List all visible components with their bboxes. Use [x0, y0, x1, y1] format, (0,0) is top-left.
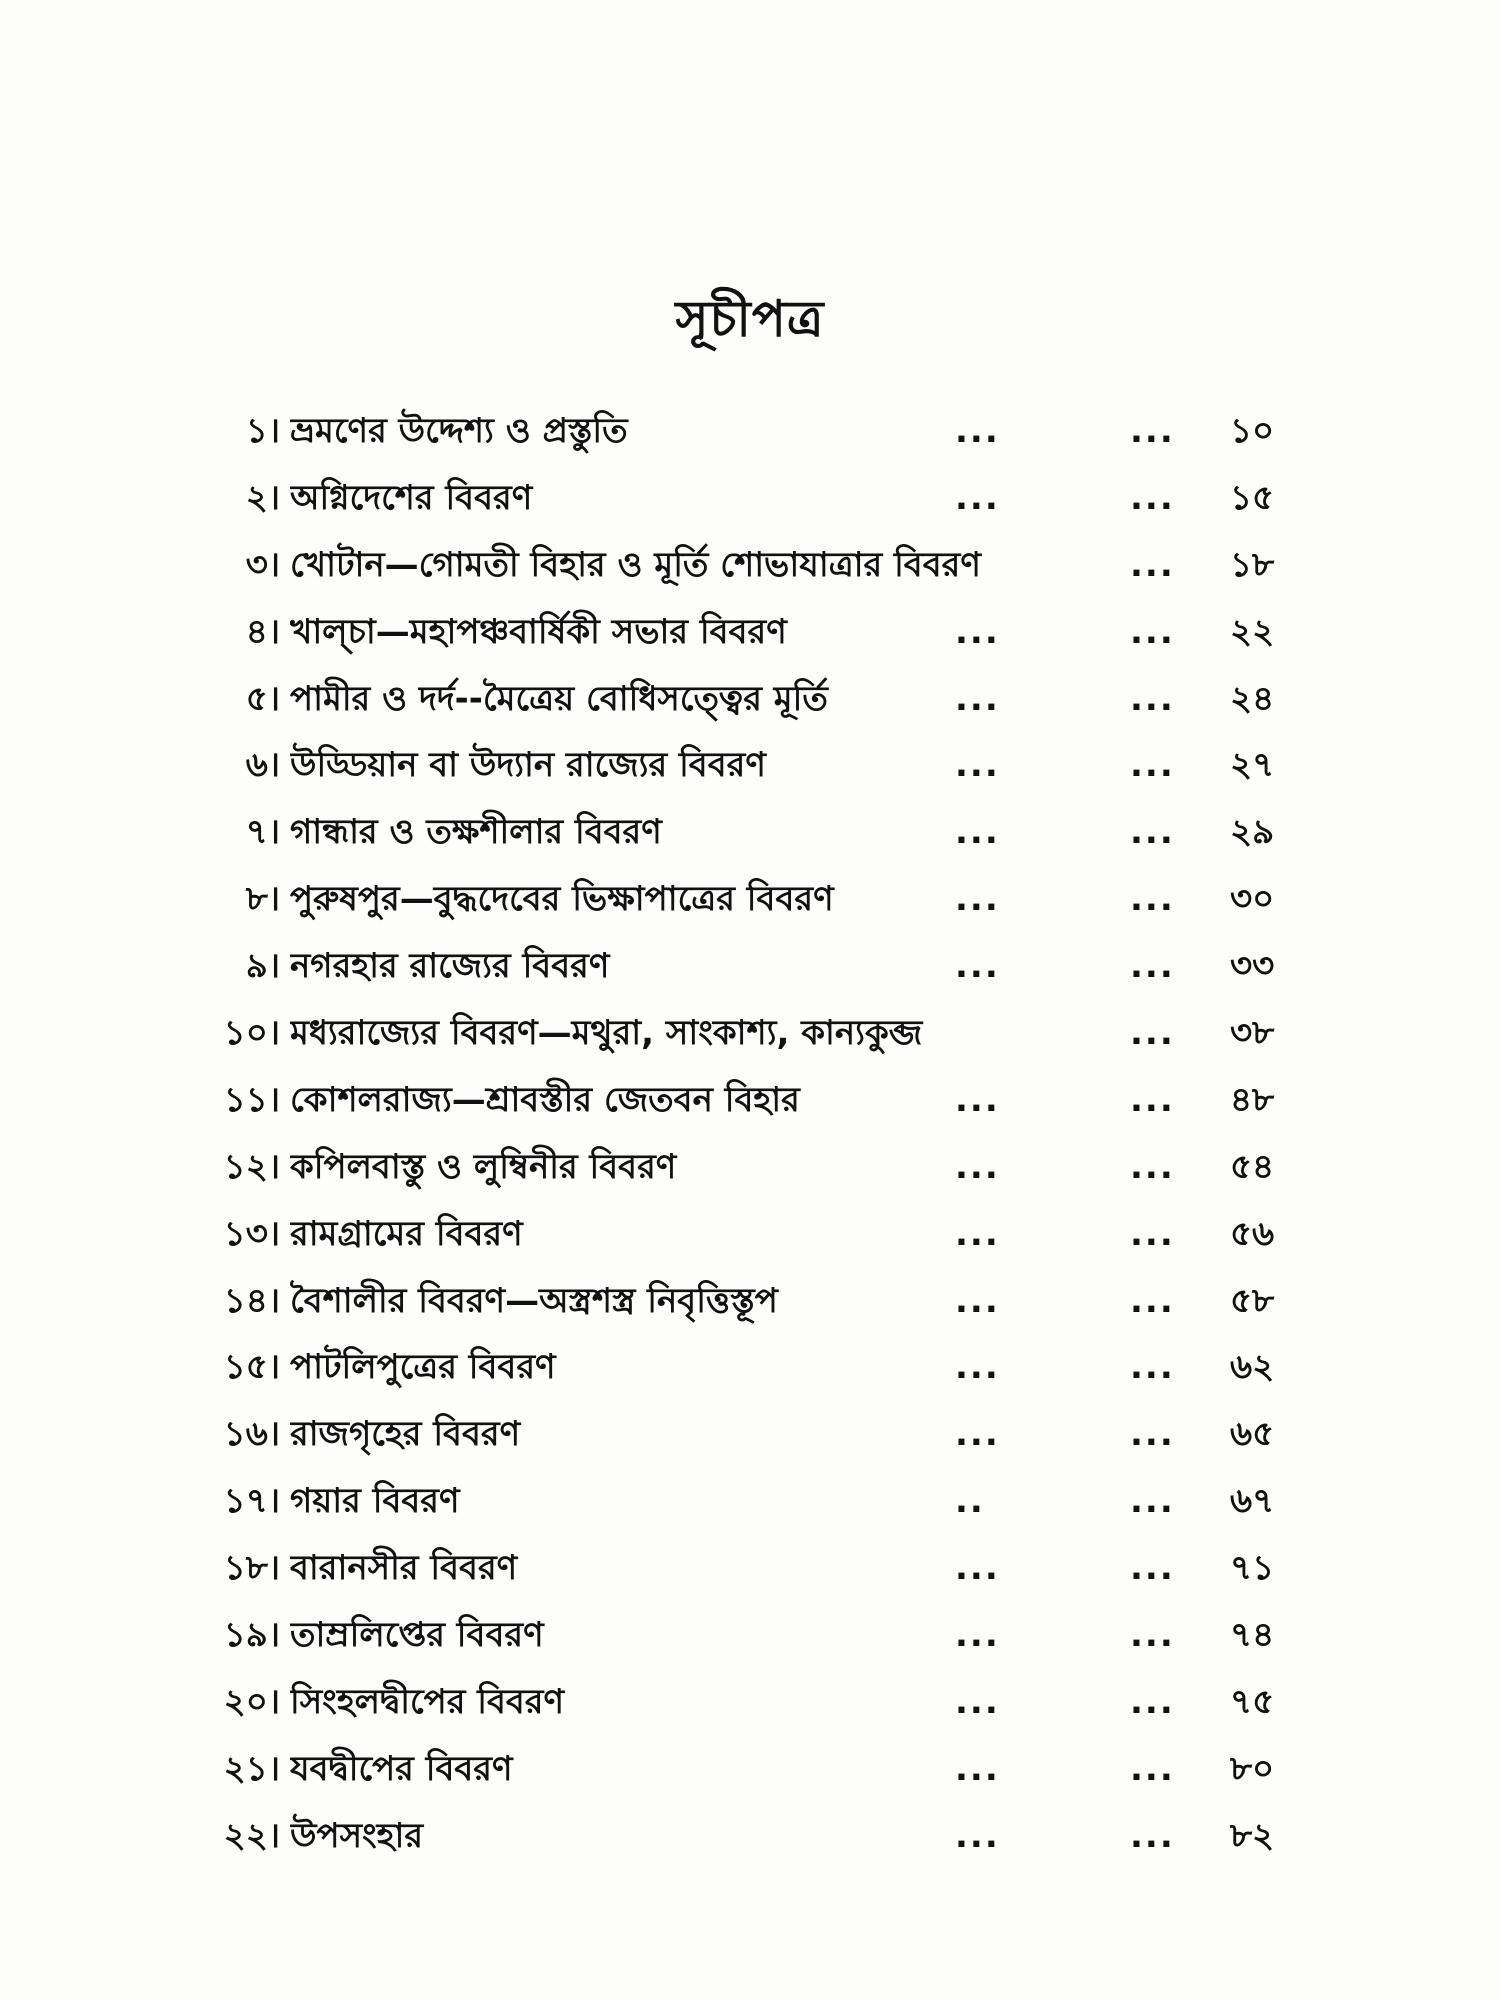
toc-entry-number: ২১।: [223, 1748, 280, 1789]
toc-entry-page: ৫৪: [1230, 1146, 1275, 1187]
toc-entry-title: অগ্নিদেশের বিবরণ: [290, 477, 533, 518]
toc-leader-dots: ...: [955, 1347, 1000, 1388]
toc-leader-dots: ...: [1130, 1615, 1175, 1656]
toc-entry-page: ৩৩: [1230, 946, 1275, 987]
toc-leader-dots: ...: [1130, 1013, 1175, 1054]
toc-leader-dots: ...: [1130, 1280, 1175, 1321]
toc-entry-number: ২।: [245, 477, 280, 518]
toc-entry-title: ভ্রমণের উদ্দেশ্য ও প্রস্তুতি: [290, 411, 628, 451]
toc-leader-dots: ...: [1130, 477, 1175, 518]
toc-leader-dots: ...: [1130, 411, 1175, 451]
toc-entry-number: ১৫।: [223, 1347, 280, 1388]
toc-entry-number: ৯।: [245, 946, 280, 987]
toc-entry-title: যবদ্বীপের বিবরণ: [290, 1748, 513, 1789]
toc-entry-page: ৬২: [1230, 1347, 1275, 1388]
toc-entry: [190, 1201, 1320, 1268]
toc-entry-number: ১।: [245, 411, 280, 451]
toc-entry: [190, 933, 1320, 1000]
toc-entry-number: ২২।: [223, 1815, 280, 1856]
toc-leader-dots: ...: [955, 1815, 1000, 1856]
toc-entry-number: ৪।: [245, 611, 280, 652]
toc-entry-page: ২৭: [1230, 745, 1275, 786]
toc-entry-number: ১৯।: [223, 1615, 280, 1656]
toc-entry-number: ১৭।: [223, 1481, 280, 1522]
toc-leader-dots: ...: [955, 611, 1000, 652]
toc-entry-number: ১৬।: [223, 1414, 280, 1455]
toc-entry-title: নগরহার রাজ্যের বিবরণ: [290, 946, 610, 987]
toc-leader-dots: ...: [1130, 812, 1175, 853]
toc-leader-dots: ...: [955, 678, 1000, 719]
toc-entry: [190, 1803, 1320, 1870]
toc-entry-number: ১৩।: [223, 1213, 280, 1254]
toc-entry-number: ২০।: [223, 1681, 280, 1722]
toc-entry-title: রামগ্রামের বিবরণ: [290, 1213, 523, 1254]
toc-entry-page: ৮০: [1230, 1748, 1275, 1789]
toc-entry-number: ৩।: [245, 544, 280, 585]
toc-leader-dots: ...: [955, 1548, 1000, 1589]
toc-leader-dots: ...: [1130, 544, 1175, 585]
toc-entry-title: তাম্রলিপ্তের বিবরণ: [290, 1615, 544, 1656]
toc-entry: [190, 1401, 1320, 1468]
toc-entry-title: মধ্যরাজ্যের বিবরণ—মথুরা, সাংকাশ্য, কান্যকুব্জ: [290, 1013, 923, 1054]
toc-leader-dots: ...: [1130, 1213, 1175, 1254]
toc-entry: [190, 532, 1320, 599]
toc-leader-dots: ...: [1130, 1414, 1175, 1455]
toc-entry: [190, 1535, 1320, 1602]
toc-leader-dots: ...: [1130, 1481, 1175, 1522]
toc-entry: [190, 732, 1320, 799]
toc-entry: [190, 1067, 1320, 1134]
toc-leader-dots: ...: [955, 1079, 1000, 1120]
toc-entry-page: ৩০: [1230, 879, 1275, 920]
toc-entry: [190, 398, 1320, 465]
toc-entry: [190, 799, 1320, 866]
toc-entry-page: ১৮: [1230, 544, 1275, 585]
toc-entry: [190, 1602, 1320, 1669]
toc-entry: [190, 1736, 1320, 1803]
toc-leader-dots: ...: [1130, 678, 1175, 719]
toc-leader-dots: ...: [1130, 946, 1175, 987]
toc-entry-page: ৪৮: [1230, 1079, 1275, 1120]
toc-entry-page: ৭৫: [1230, 1681, 1275, 1722]
toc-entry-number: ১২।: [223, 1146, 280, 1187]
toc-entry-page: ৬৫: [1230, 1414, 1275, 1455]
toc-entry-page: ৫৬: [1230, 1213, 1275, 1254]
toc-entry-title: খাল্‌চা—মহাপঞ্চবার্ষিকী সভার বিবরণ: [290, 611, 787, 652]
toc-leader-dots: ...: [1130, 1748, 1175, 1789]
toc-leader-dots: ...: [955, 1280, 1000, 1321]
toc-entry: [190, 1669, 1320, 1736]
toc-entry-title: রাজগৃহের বিবরণ: [290, 1414, 521, 1455]
toc-leader-dots: ...: [955, 745, 1000, 786]
toc-entry-number: ৮।: [245, 879, 280, 920]
toc-leader-dots: ...: [955, 411, 1000, 451]
toc-entry-page: ৮২: [1230, 1815, 1275, 1856]
toc-entry-page: ২৯: [1230, 812, 1275, 853]
toc-entry: [190, 666, 1320, 733]
toc-entry: [190, 465, 1320, 532]
toc-entry-title: পাটলিপুত্রের বিবরণ: [290, 1347, 556, 1388]
toc-entry-title: গান্ধার ও তক্ষশীলার বিবরণ: [290, 812, 662, 853]
toc-entry-page: ৩৮: [1230, 1013, 1275, 1054]
toc-entry-title: সিংহলদ্বীপের বিবরণ: [290, 1681, 565, 1722]
toc-leader-dots: ...: [955, 1748, 1000, 1789]
toc-entry-page: ২৪: [1230, 678, 1275, 719]
toc-entry-page: ৭৪: [1230, 1615, 1275, 1656]
toc-entry-page: ৬৭: [1230, 1481, 1275, 1522]
toc-leader-dots: ...: [1130, 1815, 1175, 1856]
toc-entry: [190, 866, 1320, 933]
toc-entry-number: ৭।: [245, 812, 280, 853]
toc-leader-dots: ...: [1130, 1079, 1175, 1120]
toc-entry-title: বারানসীর বিবরণ: [290, 1548, 518, 1589]
toc-leader-dots: ...: [955, 812, 1000, 853]
toc-entry-title: গয়ার বিবরণ: [290, 1481, 460, 1522]
toc-leader-dots: ...: [955, 946, 1000, 987]
toc-entry-title: খোটান—গোমতী বিহার ও মূর্তি শোভাযাত্রার বিবরণ: [290, 544, 981, 585]
toc-leader-dots: ...: [955, 1615, 1000, 1656]
toc-entry: [190, 1000, 1320, 1067]
toc-leader-dots: ..: [955, 1481, 985, 1522]
table-of-contents: [190, 398, 1320, 1870]
toc-entry: [190, 1268, 1320, 1335]
toc-entry: [190, 1334, 1320, 1401]
toc-leader-dots: ...: [955, 1146, 1000, 1187]
toc-leader-dots: ...: [1130, 1347, 1175, 1388]
toc-entry-title: উপসংহার: [290, 1815, 424, 1856]
toc-leader-dots: ...: [1130, 1146, 1175, 1187]
toc-leader-dots: ...: [1130, 745, 1175, 786]
toc-entry-page: ২২: [1230, 611, 1275, 652]
toc-entry-page: ১০: [1230, 411, 1275, 451]
toc-entry-title: বৈশালীর বিবরণ—অস্ত্রশস্ত্র নিবৃত্তিস্তূপ: [290, 1280, 778, 1321]
toc-entry-number: ৬।: [245, 745, 280, 786]
toc-entry-page: ৫৮: [1230, 1280, 1275, 1321]
toc-entry: [190, 1468, 1320, 1535]
toc-entry-number: ১৪।: [223, 1280, 280, 1321]
toc-leader-dots: ...: [955, 477, 1000, 518]
toc-entry-page: ৭১: [1230, 1548, 1275, 1589]
toc-leader-dots: ...: [955, 1414, 1000, 1455]
toc-leader-dots: ...: [1130, 879, 1175, 920]
toc-entry-title: পামীর ও দর্দ--মৈত্রেয় বোধিসত্ত্বের মূর্তি: [290, 678, 828, 719]
toc-entry-number: ১০।: [223, 1013, 280, 1054]
toc-entry: [190, 599, 1320, 666]
toc-leader-dots: ...: [955, 1681, 1000, 1722]
toc-entry-title: কপিলবাস্তু ও লুম্বিনীর বিবরণ: [290, 1146, 677, 1187]
toc-leader-dots: ...: [1130, 611, 1175, 652]
toc-entry: [190, 1134, 1320, 1201]
toc-leader-dots: ...: [955, 879, 1000, 920]
toc-entry-title: কোশলরাজ্য—শ্রাবস্তীর জেতবন বিহার: [290, 1079, 800, 1120]
toc-entry-number: ৫।: [245, 678, 280, 719]
toc-entry-number: ১৮।: [223, 1548, 280, 1589]
toc-leader-dots: ...: [1130, 1681, 1175, 1722]
toc-entry-number: ১১।: [223, 1079, 280, 1120]
toc-entry-page: ১৫: [1230, 477, 1275, 518]
page-title: সূচীপত্র: [675, 290, 825, 348]
toc-leader-dots: ...: [955, 1213, 1000, 1254]
toc-leader-dots: ...: [1130, 1548, 1175, 1589]
toc-entry-title: উড্ডিয়ান বা উদ্যান রাজ্যের বিবরণ: [290, 745, 766, 786]
toc-entry-title: পুরুষপুর—বুদ্ধদেবের ভিক্ষাপাত্রের বিবরণ: [290, 879, 834, 920]
